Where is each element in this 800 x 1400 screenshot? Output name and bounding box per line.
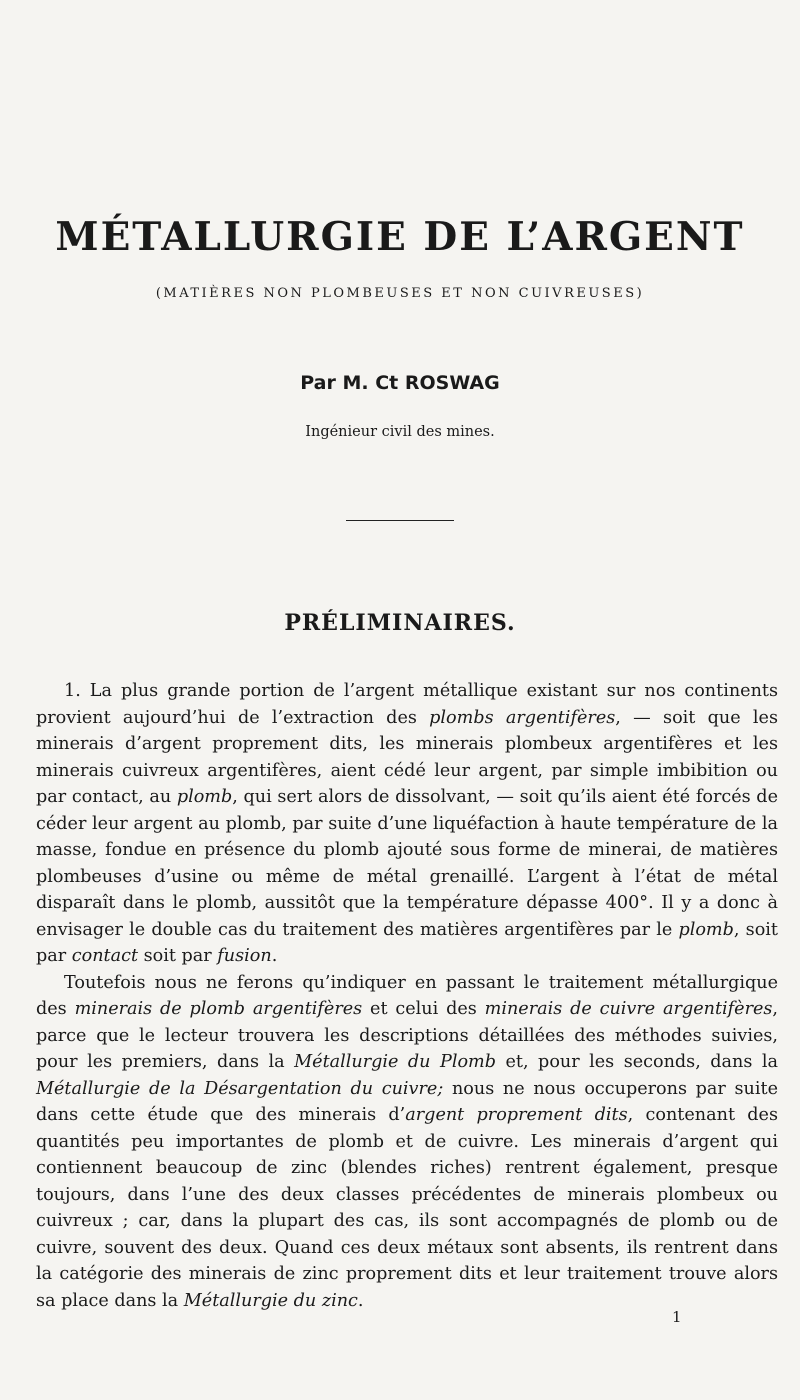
italic-run: plomb xyxy=(678,919,734,940)
text-run: , qui sert alors de dissolvant, — soit qu’ils aient été forcés de céder leur argent au plomb, par suite d’une liquéfaction à haute température de la masse, fondue en présence du plomb ajouté sous forme de minerai, de matières plombeuses d’usine ou même de métal grenaillé. L’argent à l’état de métal disparaît dans le plomb, aussitôt que la température dépasse 400°. Il y a donc à envisager le double cas du traitement des matières argentifères par le xyxy=(36,787,778,940)
italic-run: contact xyxy=(71,946,139,966)
text-run: et celui des xyxy=(362,999,485,1019)
italic-run: minerais de cuivre argentifères xyxy=(484,999,773,1019)
page-number: 1 xyxy=(672,1308,682,1326)
author-role: Ingénieur civil des mines. xyxy=(305,424,495,440)
paragraph-1 xyxy=(36,678,778,970)
italic-run: plomb xyxy=(176,787,233,807)
italic-run: Métallurgie de la Désargentation du cuivre; xyxy=(36,1078,444,1099)
text-run: , parce que le lecteur trouvera les descriptions détaillées des méthodes suivies, pour les premiers, dans la xyxy=(36,999,779,1072)
text-run: , — soit que les minerais d’argent proprement dits, les minerais plombeux argentifères et les minerais cuivreux argentifères, aient cédé leur argent, par simple imbibition ou par contact, au xyxy=(36,707,778,807)
author-line: Par M. Ct ROSWAG xyxy=(300,372,500,394)
italic-run: minerais de plomb argentifères xyxy=(74,999,363,1019)
divider-rule xyxy=(346,520,454,521)
text-run: nous ne nous occuperons par suite dans cette étude que des minerais d’ xyxy=(36,1078,778,1125)
italic-run: fusion xyxy=(217,946,272,966)
paragraph-2 xyxy=(36,970,778,1315)
text-run: . xyxy=(357,1290,364,1311)
text-run: et, pour les seconds, dans la xyxy=(496,1052,778,1072)
text-run: Toutefois nous ne ferons qu’indiquer en passant le traitement métallurgique des xyxy=(36,972,778,1019)
text-run: , soit par xyxy=(36,919,778,966)
text-run: , contenant des quantités peu importantes de plomb et de cuivre. Les minerais d’argent qui contiennent beaucoup de zinc (blendes riches) rentrent également, presque toujours, dans l’une des deux classes précédentes de minerais plombeux ou cuivreux ; car, dans la plupart des cas, ils sont accompagnés de plomb ou de cuivre, souvent des deux. Quand ces deux métaux sont absents, ils rentrent dans la catégorie des minerais de zinc proprement dits et leur traitement trouve alors sa place dans la xyxy=(36,1105,778,1311)
italic-run: Métallurgie du zinc xyxy=(183,1290,358,1311)
document-subtitle: (MATIÈRES NON PLOMBEUSES ET NON CUIVREUSES) xyxy=(155,286,645,301)
document-title: MÉTALLURGIE DE L’ARGENT xyxy=(55,214,745,261)
text-run: . xyxy=(271,946,278,966)
italic-run: plombs argentifères xyxy=(429,707,616,728)
body-text xyxy=(36,678,778,1314)
italic-run: Métallurgie du Plomb xyxy=(294,1052,497,1072)
italic-run: argent proprement dits xyxy=(405,1105,628,1125)
text-run: soit par xyxy=(138,946,218,966)
section-heading: PRÉLIMINAIRES. xyxy=(284,610,516,637)
text-run: 1. La plus grande portion de l’argent métallique existant sur nos continents provient aujourd’hui de l’extraction des xyxy=(36,681,778,728)
